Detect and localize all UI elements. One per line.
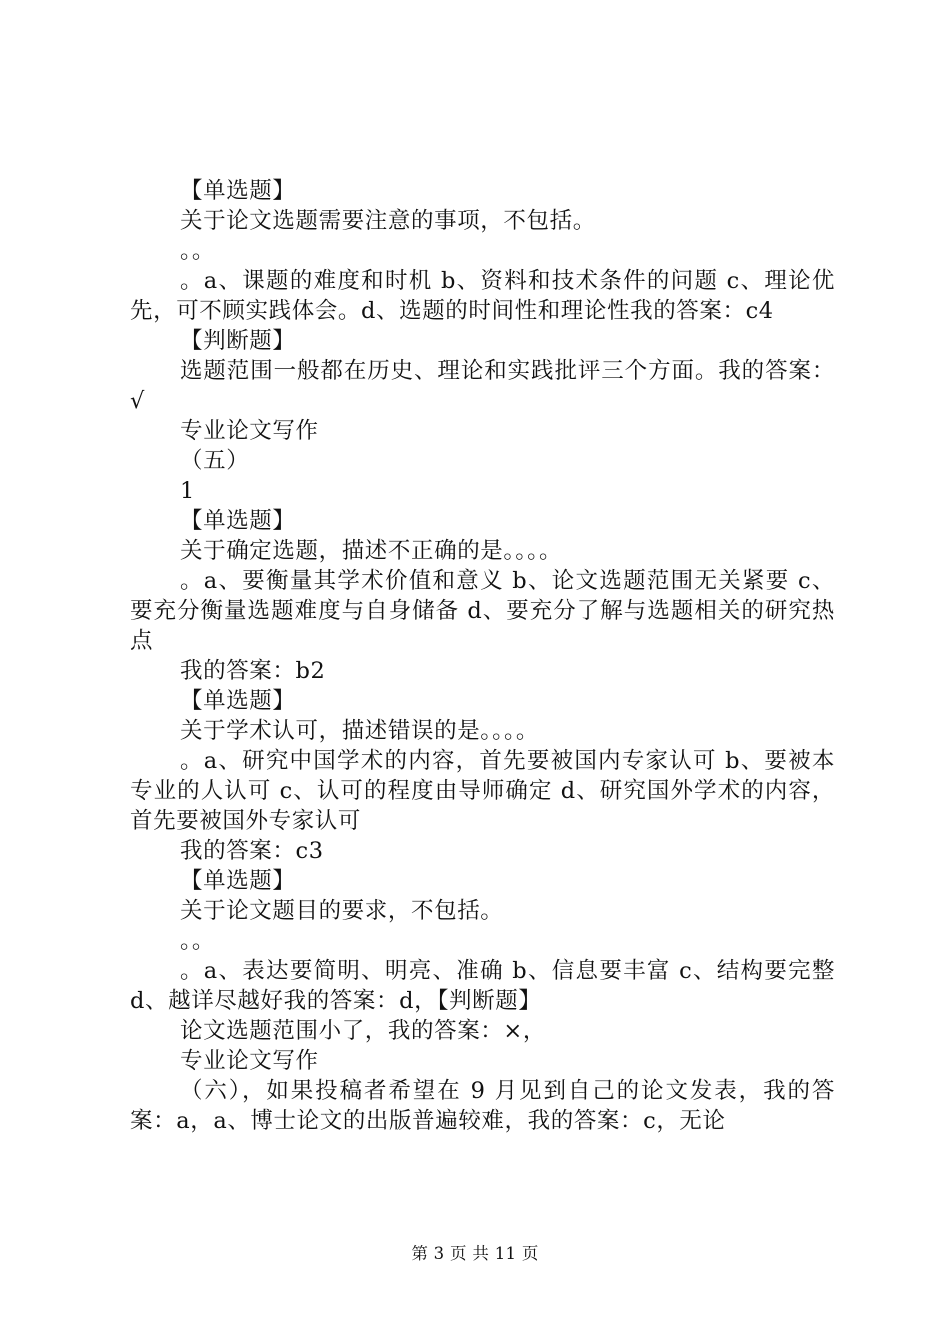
question-text: 关于学术认可，描述错误的是。。。。 bbox=[180, 718, 539, 744]
question-text: 关于论文选题需要注意的事项，不包括。 bbox=[180, 208, 596, 234]
question-type-heading: 【单选题】 bbox=[180, 508, 296, 534]
question-type-heading: 【判断题】 bbox=[180, 328, 296, 354]
question-text: 选题范围一般都在历史、理论和实践批评三个方面。我的答案：√ bbox=[130, 358, 835, 414]
question-type-heading: 【单选题】 bbox=[180, 868, 296, 894]
question-and-answer: 论文选题范围小了，我的答案：×， bbox=[180, 1018, 546, 1044]
section-title: 专业论文写作 bbox=[180, 418, 319, 444]
options-text: 。a、要衡量其学术价值和意义 b、论文选题范围无关紧要 c、要充分衡量选题难度与自身储备 d、要充分了解与选题相关的研究热点 bbox=[130, 568, 835, 654]
question-type-heading: 【单选题】 bbox=[180, 178, 296, 204]
options-and-answer: 。a、课题的难度和时机 b、资料和技术条件的问题 c、理论优先，可不顾实践体会。d、选题的时间性和理论性我的答案：c4 bbox=[130, 268, 835, 324]
section-title: 专业论文写作 bbox=[180, 1048, 319, 1074]
question-type-heading: 【单选题】 bbox=[180, 688, 296, 714]
punctuation-line: 。。 bbox=[180, 238, 215, 264]
options-and-answer: 。a、表达要简明、明亮、准确 b、信息要丰富 c、结构要完整 d、越详尽越好我的答案：d，【判断题】 bbox=[130, 958, 835, 1014]
answer-line: 我的答案：c3 bbox=[180, 838, 324, 864]
item-number: 1 bbox=[180, 478, 195, 504]
question-text: 关于确定选题，描述不正确的是。。。。 bbox=[180, 538, 563, 564]
section-number: （五） bbox=[180, 448, 250, 474]
punctuation-line: 。。 bbox=[180, 928, 215, 954]
document-body bbox=[130, 176, 835, 1136]
page-footer: 第 3 页 共 11 页 bbox=[411, 1244, 539, 1263]
options-text: 。a、研究中国学术的内容，首先要被国内专家认可 b、要被本专业的人认可 c、认可的程度由导师确定 d、研究国外学术的内容，首先要被国外专家认可 bbox=[130, 748, 835, 834]
question-text: 关于论文题目的要求，不包括。 bbox=[180, 898, 504, 924]
question-and-answer: （六），如果投稿者希望在 9 月见到自己的论文发表，我的答案：a，a、博士论文的出版普遍较难，我的答案：c，无论 bbox=[130, 1078, 835, 1134]
answer-line: 我的答案：b2 bbox=[180, 658, 326, 684]
